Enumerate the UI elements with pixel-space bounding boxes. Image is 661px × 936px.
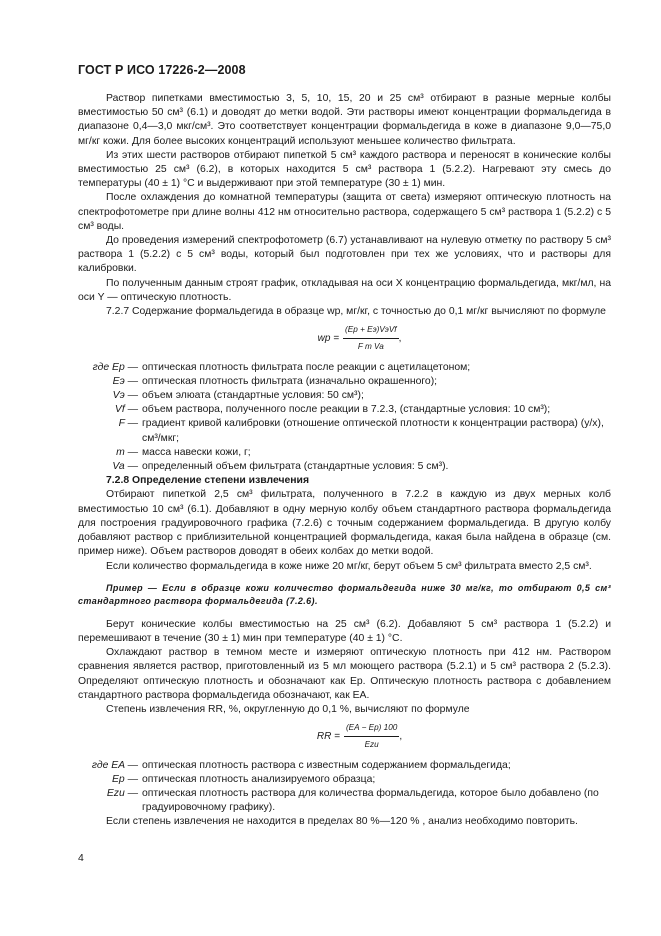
paragraph-5: По полученным данным строят график, откладывая на оси X концентрацию формальдегида, мкг/мл, на оси Y — оптическую плотность. [78,277,611,303]
formula-2-denominator: Ezu [364,740,379,750]
formula-1-lhs: wр = [317,332,340,344]
where-row [78,417,611,445]
where-symbol: Eэ — [112,375,138,387]
formula-formaldehyde-content [78,323,611,354]
where-symbol: где Eр — [92,361,138,373]
formula-1-fraction [343,323,399,354]
paragraph-8: Отбирают пипеткой 2,5 см³ фильтрата, полученного в 7.2.2 в каждую из двух мерных колб вместимостью 10 см³ (6.1). Добавляют в одну мерную колбу объем стандартного раствора формальдегида для построения градуировочного графика (7.2.6) с точным содержанием формальдегида. В другую колбу добавляют раствор с приблизительной концентрацией формальдегида, какая была найдена в образце (см. пример ниже). Объем растворов доводят в обеих колбах до метки водой. [78,489,611,558]
where-description: оптическая плотность раствора для количества формальдегида, которое было добавлено (по градуировочному графику). [142,787,599,814]
where-row [78,759,611,773]
example-note: Пример — Если в образце кожи количество формальдегида ниже 30 мг/кг, то отбирают 0,5 см³ стандартного раствора формальдегида (7.2.6). [78,582,611,606]
where-row [78,389,611,403]
where-symbol: Eр — [112,773,138,785]
where-symbol: Va — [112,461,138,473]
paragraph-11: Охлаждают раствор в темном месте и измеряют оптическую плотность при 412 нм. Раствором сравнения является раствор, приготовленный из 5 мл моющего раствора (5.2.1) и 5 см³ раствора 2 (5.2.3). Определяют оптическую плотность и обозначают как Eр. Оптическую плотность раствора с добавлением стандартного раствора формальдегида обозначают, как EA. [78,647,611,701]
where-list-2 [78,759,611,816]
where-description: оптическая плотность фильтрата (изначально окрашенного); [142,375,438,387]
where-description: оптическая плотность раствора с известным содержанием формальдегида; [142,759,511,771]
formula-2-lhs: RR = [316,730,340,742]
document-body [78,92,611,830]
where-symbol: m — [116,446,138,458]
where-symbol: Vf — [114,404,138,416]
paragraph-1: Раствор пипетками вместимостью 3, 5, 10, 15, 20 и 25 см³ отбирают в разные мерные колбы вместимостью 50 см³ (6.1) и доводят до метки водой. Эти растворы имеют концентрации формальдегида в диапазоне 0,4—3,0 мкг/см³. Это соответствует концентрации формальдегида в коже в диапазоне 9,0—75,0 мг/кг кожи. Для более высоких концентраций используют меньшее количество фильтрата. [78,93,611,147]
where-description: оптическая плотность фильтрата после реакции с ацетилацетоном; [142,361,471,373]
where-row [78,460,611,474]
formula-1-denominator: F m Va [357,342,384,352]
where-description: оптическая плотность анализируемого образца; [142,773,376,785]
where-description: масса навески кожи, г; [142,446,251,458]
where-description: объем раствора, полученного после реакции в 7.2.3, (стандартные условия: 10 см³); [142,404,551,416]
paragraph-12: Степень извлечения RR, %, округленную до 0,1 %, вычисляют по формуле [106,703,470,715]
paragraph-2: Из этих шести растворов отбирают пипеткой 5 см³ каждого раствора и переносят в конические колбы вместимостью 25 см³ (6.2), в которых находится 5 см³ раствора 1 (5.2.2). Нагревают эту смесь до температуры (40 ± 1) °С и выдерживают при этой температуре (30 ± 1) мин. [78,149,611,190]
formula-2-fraction [344,721,399,752]
where-row [78,787,611,815]
page-number: 4 [78,853,84,864]
section-heading-7-2-8: 7.2.8 Определение степени извлечения [106,475,310,487]
paragraph-10: Берут конические колбы вместимостью на 25 см³ (6.2). Добавляют 5 см³ раствора 1 (5.2.2) и перемешивают в течение (30 ± 1) мин при температуре (40 ± 1) °С. [78,618,611,644]
where-row [78,446,611,460]
paragraph-6: 7.2.7 Содержание формальдегида в образце wр, мг/кг, с точностью до 0,1 мг/кг вычисляют по формуле [106,306,606,318]
formula-recovery-rate [78,721,611,752]
paragraph-9: Если количество формальдегида в коже ниже 20 мг/кг, берут объем 5 см³ фильтрата вместо 2,5 см³. [106,560,592,572]
where-symbol: Vэ — [112,390,138,402]
paragraph-13: Если степень извлечения не находится в пределах 80 %—120 % , анализ необходимо повторить. [106,816,578,828]
where-symbol: где EA — [91,759,138,771]
where-list-1 [78,361,611,475]
where-row [78,773,611,787]
paragraph-4: До проведения измерений спектрофотометр (6.7) устанавливают на нулевую отметку по раствору 5 см³ раствора 1 (5.2.2) с 5 см³ воды, который был подготовлен при тех же условиях, что и растворы для калибровки. [78,235,611,275]
where-symbol: F — [118,418,138,430]
where-symbol: Ezu — [106,787,138,799]
where-row [78,403,611,417]
where-description: градиент кривой калибровки (отношение оптической плотности к концентрации раствора) (y/x), см³/мкг; [142,418,604,444]
document-header: ГОСТ Р ИСО 17226-2—2008 [78,63,246,77]
formula-1-tail: , [398,332,402,344]
paragraph-3: После охлаждения до комнатной температуры (защита от света) измеряют оптическую плотность на спектрофотометре при длине волны 412 нм относительно раствора, содержащего 5 см³ раствора 1 (5.2.2) с 5 см³ воды. [78,192,611,232]
formula-2-numerator: (EA − Eр) 100 [344,721,399,737]
where-row [78,375,611,389]
formula-2-tail: , [399,730,403,742]
where-description: определенный объем фильтрата (стандартные условия: 5 см³). [142,461,449,473]
where-row [78,361,611,375]
where-description: объем элюата (стандартные условия: 50 см³); [142,390,364,402]
formula-1-numerator: (Eр + Eэ)VэVf [343,323,399,339]
